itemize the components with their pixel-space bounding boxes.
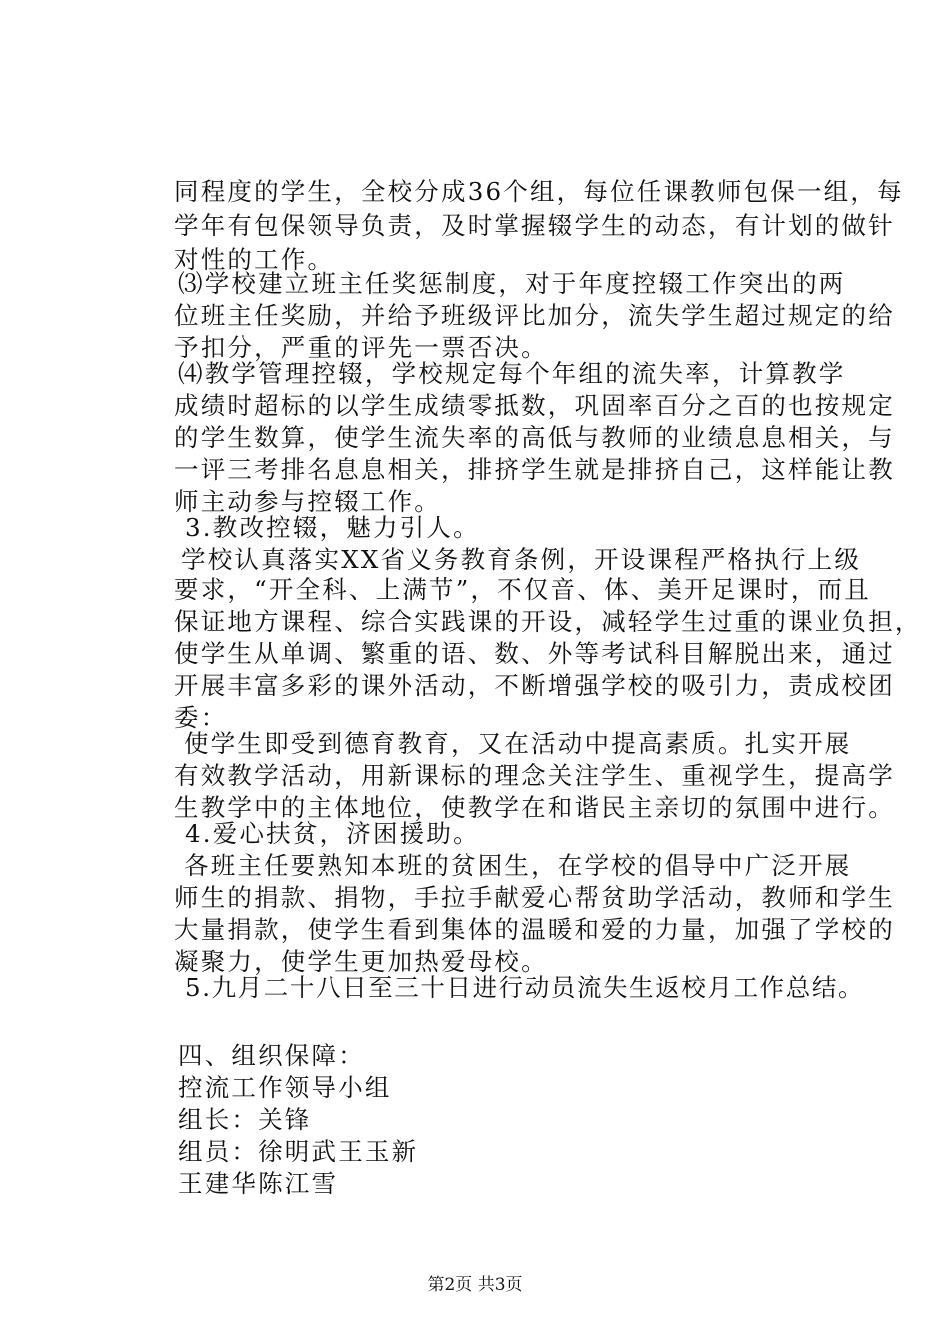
text-line: 予扣分，严重的评先一票否决。 (174, 333, 548, 362)
page-number-footer: 第2页 共3页 (427, 1275, 523, 1295)
text-line: 同程度的学生，全校分成36个组，每位任课教师包保一组，每 (174, 177, 904, 206)
text-line: 大量捐款，使学生看到集体的温暖和爱的力量，加强了学校的 (174, 915, 895, 944)
text-line: 组员：徐明武王玉新 (178, 1137, 419, 1166)
text-line: 委： (174, 703, 228, 732)
text-line: 开展丰富多彩的课外活动，不断增强学校的吸引力，责成校团 (174, 671, 895, 700)
text-line: 凝聚力，使学生更加热爱母校。 (174, 947, 548, 976)
text-line: 使学生即受到德育教育，又在活动中提高素质。扎实开展 (184, 729, 852, 758)
text-line: 有效教学活动，用新课标的理念关注学生、重视学生，提高学 (174, 761, 895, 790)
text-line: 对性的工作。 (174, 245, 335, 274)
text-line: 要求，“开全科、上满节”，不仅音、体、美开足课时，而且 (174, 575, 871, 604)
text-line: 学年有包保领导负责，及时掌握辍学生的动态，有计划的做针 (174, 211, 895, 240)
text-line: 师生的捐款、捐物，手拉手献爱心帮贫助学活动，教师和学生 (174, 883, 895, 912)
text-line: 保证地方课程、综合实践课的开设，减轻学生过重的课业负担， (174, 607, 922, 636)
text-line: ⑶学校建立班主任奖惩制度，对于年度控辍工作突出的两 (178, 269, 846, 298)
text-line: ⑷教学管理控辍，学校规定每个年组的流失率，计算教学 (178, 359, 846, 388)
text-line: 生教学中的主体地位，使教学在和谐民主亲切的氛围中进行。 (174, 793, 895, 822)
text-line: 一评三考排名息息相关，排挤学生就是排挤自己，这样能让教 (174, 455, 895, 484)
text-line: 使学生从单调、繁重的语、数、外等考试科目解脱出来，通过 (174, 639, 895, 668)
section-heading: 4.爱心扶贫，济困援助。 (185, 819, 480, 848)
text-line: 王建华陈江雪 (178, 1169, 339, 1198)
text-line: 学校认真落实XX省义务教育条例，开设课程严格执行上级 (181, 545, 862, 574)
text-line: 组长：关锋 (178, 1105, 312, 1134)
text-line: 的学生数算，使学生流失率的高低与教师的业绩息息相关，与 (174, 423, 895, 452)
text-line: 各班主任要熟知本班的贫困生，在学校的倡导中广泛开展 (184, 851, 852, 880)
text-line: 师主动参与控辍工作。 (174, 487, 441, 516)
text-line: 成绩时超标的以学生成绩零抵数，巩固率百分之百的也按规定 (174, 391, 895, 420)
text-line: 控流工作领导小组 (178, 1073, 392, 1102)
section-heading: 四、组织保障： (178, 1041, 365, 1070)
section-heading: 5.九月二十八日至三十日进行动员流失生返校月工作总结。 (185, 973, 865, 1002)
section-heading: 3.教改控辍，魅力引人。 (185, 513, 480, 542)
text-line: 位班主任奖励，并给予班级评比加分，流失学生超过规定的给 (174, 301, 895, 330)
